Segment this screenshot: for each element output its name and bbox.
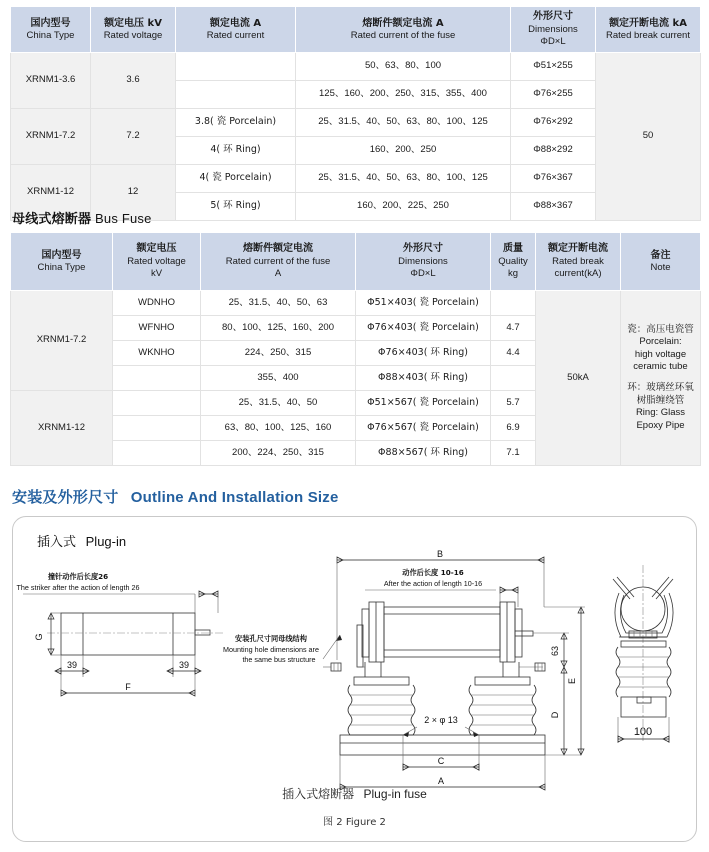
cell-quality: 5.7 [491, 391, 536, 416]
col-header-cjk: 熔断件额定电流 A [362, 17, 444, 29]
col-header-en2: ΦD×L [540, 36, 566, 48]
col-header-en: China Type [37, 261, 86, 273]
col-header-quality [491, 233, 536, 291]
drawing-panel [12, 516, 697, 842]
col-header-en2: kV [150, 268, 163, 280]
plug-in-fuse-technical-drawing [13, 547, 696, 807]
cell-dimensions: Φ88×292 [511, 137, 596, 165]
col-header-en2: ΦD×L [410, 268, 436, 280]
dim-c-label: C [437, 756, 445, 766]
col-header-rated-voltage [91, 7, 176, 53]
cell-dimensions: Φ88×403( 环 Ring) [356, 366, 491, 391]
hole-label: 2 × φ 13 [424, 715, 458, 725]
col-header-china-type [11, 233, 113, 291]
panel-title-cjk: 插入式 [37, 535, 77, 550]
cell-dimensions: Φ76×255 [511, 81, 596, 109]
bus-fuse-table [10, 232, 701, 466]
cell-voltage: WKNHO [113, 341, 201, 366]
figure-label: 图 2 Figure 2 [323, 817, 386, 828]
insulator-left [348, 677, 415, 735]
col-header-en: Note [650, 261, 671, 273]
cell-rated-current: 4( 环 Ring) [176, 137, 296, 165]
col-header-note [621, 233, 701, 291]
cell-dimensions: Φ51×403( 瓷 Porcelain) [356, 291, 491, 316]
section-heading-outline [12, 486, 339, 507]
table-header-row [11, 233, 701, 291]
panel-title-en: Plug-in [85, 534, 127, 549]
cell-rated-current: 3.8( 瓷 Porcelain) [176, 109, 296, 137]
center-view-assembly [323, 549, 585, 790]
col-header-china-type [11, 7, 91, 53]
cell-voltage [113, 441, 201, 466]
section-heading-cjk: 安装及外形尺寸 [12, 488, 119, 506]
col-header-cjk: 额定电压 kV [104, 17, 162, 29]
col-header-en: China Type [26, 29, 75, 41]
col-header-en: Rated voltage [103, 29, 163, 41]
action-note-cjk: 动作后长度 10-16 [402, 568, 464, 577]
col-header-en: Rated current of the fuse [350, 29, 456, 41]
left-view-fuse-body [16, 572, 225, 696]
cell-fuse-current: 25、31.5、40、50、63、80、100、125 [296, 165, 511, 193]
col-header-cjk: 外形尺寸 [533, 11, 573, 23]
cell-fuse-current: 63、80、100、125、160 [201, 416, 356, 441]
dim-a-label: A [437, 776, 445, 786]
cell-fuse-current: 80、100、125、160、200 [201, 316, 356, 341]
bolt-symbol-left [323, 663, 341, 671]
cell-fuse-current: 160、200、225、250 [296, 193, 511, 221]
cell-dimensions: Φ76×403( 瓷 Porcelain) [356, 316, 491, 341]
cell-voltage: 12 [91, 165, 176, 221]
note-line: Ring: Glass [635, 407, 686, 419]
cell-voltage: 3.6 [91, 53, 176, 109]
striker-note-en: The striker after the action of length 26 [16, 583, 140, 592]
col-header-en: Rated break [552, 255, 604, 267]
col-header-rated-current [176, 7, 296, 53]
note-line: ceramic tube [633, 361, 688, 373]
cell-dimensions: Φ88×567( 环 Ring) [356, 441, 491, 466]
cell-quality [491, 291, 536, 316]
cell-dimensions: Φ88×367 [511, 193, 596, 221]
col-header-cjk: 额定开断电流 [548, 243, 608, 255]
section-heading-cjk: 母线式熔断器 [12, 212, 92, 227]
col-header-cjk: 国内型号 [41, 249, 82, 261]
section-heading-bus-fuse [12, 208, 152, 227]
cell-dimensions: Φ51×567( 瓷 Porcelain) [356, 391, 491, 416]
rated-spec-table [10, 6, 701, 221]
cell-rated-current: 5( 环 Ring) [176, 193, 296, 221]
col-header-en: Rated current [206, 29, 265, 41]
cell-quality: 7.1 [491, 441, 536, 466]
table-row [11, 53, 701, 81]
dim-100-label: 100 [633, 726, 653, 738]
table-header-row [11, 7, 701, 53]
mounting-note-en1: Mounting hole dimensions are [223, 645, 319, 654]
striker-note-cjk: 撞针动作后长度26 [47, 572, 109, 581]
col-header-cjk: 额定电压 [136, 243, 177, 255]
note-line: 树脂缠绕管 [636, 394, 685, 406]
col-header-cjk: 额定电流 A [209, 17, 262, 29]
col-header-en: Rated current of the fuse [225, 255, 331, 267]
mounting-note-en2: the same bus structure [242, 655, 316, 664]
cell-type: XRNM1-7.2 [11, 291, 113, 391]
cell-fuse-current: 355、400 [201, 366, 356, 391]
col-header-break-current [536, 233, 621, 291]
col-header-cjk: 熔断件额定电流 [243, 243, 313, 255]
cell-note [621, 291, 701, 466]
cell-fuse-current: 25、31.5、40、50 [201, 391, 356, 416]
cell-quality [491, 366, 536, 391]
dim-e-label: E [567, 677, 577, 685]
note-line: Epoxy Pipe [636, 419, 685, 431]
section-heading-en: Bus Fuse [95, 211, 152, 226]
cell-break-current: 50kA [536, 291, 621, 466]
drawing-caption [13, 785, 696, 802]
note-line: 环：玻璃丝环氧 [627, 382, 694, 393]
col-header-en2: kg [507, 268, 519, 280]
col-header-en: Dimensions [398, 255, 448, 267]
table-row [11, 291, 701, 316]
col-header-fuse-current [296, 7, 511, 53]
bus-fuse-table-container [0, 232, 709, 466]
col-header-en: Rated voltage [127, 255, 186, 267]
cell-fuse-current: 200、224、250、315 [201, 441, 356, 466]
cell-quality: 6.9 [491, 416, 536, 441]
cell-fuse-current: 125、160、200、250、315、355、400 [296, 81, 511, 109]
col-header-fuse-current [201, 233, 356, 291]
caption-en: Plug-in fuse [363, 787, 427, 801]
note-line: 瓷：高压电瓷管 [627, 323, 694, 335]
cell-voltage: 7.2 [91, 109, 176, 165]
cell-rated-current [176, 81, 296, 109]
cell-quality: 4.7 [491, 316, 536, 341]
col-header-cjk: 外形尺寸 [403, 243, 443, 255]
cell-rated-current [176, 53, 296, 81]
col-header-en: Rated break current [606, 29, 690, 41]
action-note-en: After the action of length 10-16 [383, 579, 483, 588]
mounting-note-cjk: 安装孔尺寸同母线结构 [235, 634, 307, 643]
cell-voltage [113, 416, 201, 441]
dim-39-left-label: 39 [66, 660, 78, 670]
cell-fuse-current: 160、200、250 [296, 137, 511, 165]
rated-spec-table-container [0, 6, 709, 221]
cell-voltage [113, 366, 201, 391]
col-header-en2: A [274, 268, 282, 280]
cell-dimensions: Φ76×292 [511, 109, 596, 137]
col-header-cjk: 备注 [650, 249, 671, 261]
cell-type: XRNM1-7.2 [11, 109, 91, 165]
cell-dimensions: Φ76×367 [511, 165, 596, 193]
section-heading-en: Outline And Installation Size [130, 489, 339, 506]
dim-39-right-label: 39 [178, 660, 190, 670]
mounting-hole-annotation [223, 634, 342, 664]
col-header-dimensions [356, 233, 491, 291]
insulator-right [469, 677, 536, 735]
cell-voltage [113, 391, 201, 416]
dim-g-label: G [34, 633, 44, 641]
col-header-en: Dimensions [528, 23, 578, 35]
cell-dimensions: Φ76×567( 瓷 Porcelain) [356, 416, 491, 441]
cell-break-current: 50 [596, 53, 701, 221]
cell-dimensions: Φ51×255 [511, 53, 596, 81]
cell-voltage: WDNHO [113, 291, 201, 316]
cell-dimensions: Φ76×403( 环 Ring) [356, 341, 491, 366]
cell-voltage: WFNHO [113, 316, 201, 341]
cell-quality: 4.4 [491, 341, 536, 366]
col-header-rated-voltage [113, 233, 201, 291]
dim-63-label: 63 [550, 645, 560, 657]
cell-type: XRNM1-12 [11, 391, 113, 466]
col-header-cjk: 质量 [503, 243, 523, 255]
col-header-cjk: 额定开断电流 kA [609, 17, 687, 29]
col-header-break-current [596, 7, 701, 53]
cell-type: XRNM1-3.6 [11, 53, 91, 109]
cell-fuse-current: 25、31.5、40、50、63 [201, 291, 356, 316]
col-header-cjk: 国内型号 [30, 17, 71, 29]
cell-fuse-current: 224、250、315 [201, 341, 356, 366]
note-line: high voltage [634, 348, 687, 360]
cell-fuse-current: 25、31.5、40、50、63、80、100、125 [296, 109, 511, 137]
dim-b-label: B [436, 549, 444, 559]
cell-fuse-current: 50、63、80、100 [296, 53, 511, 81]
dim-f-label: F [125, 682, 131, 692]
note-line: Porcelain: [639, 336, 682, 348]
col-header-en2: current(kA) [554, 268, 602, 280]
col-header-dimensions [511, 7, 596, 53]
cell-type: XRNM1-12 [11, 165, 91, 221]
caption-cjk: 插入式熔断器 [282, 787, 355, 801]
right-view-end-elevation [613, 565, 673, 743]
note-spacer [622, 374, 699, 382]
dim-d-label: D [550, 711, 560, 719]
col-header-en: Quality [498, 255, 528, 267]
cell-rated-current: 4( 瓷 Porcelain) [176, 165, 296, 193]
